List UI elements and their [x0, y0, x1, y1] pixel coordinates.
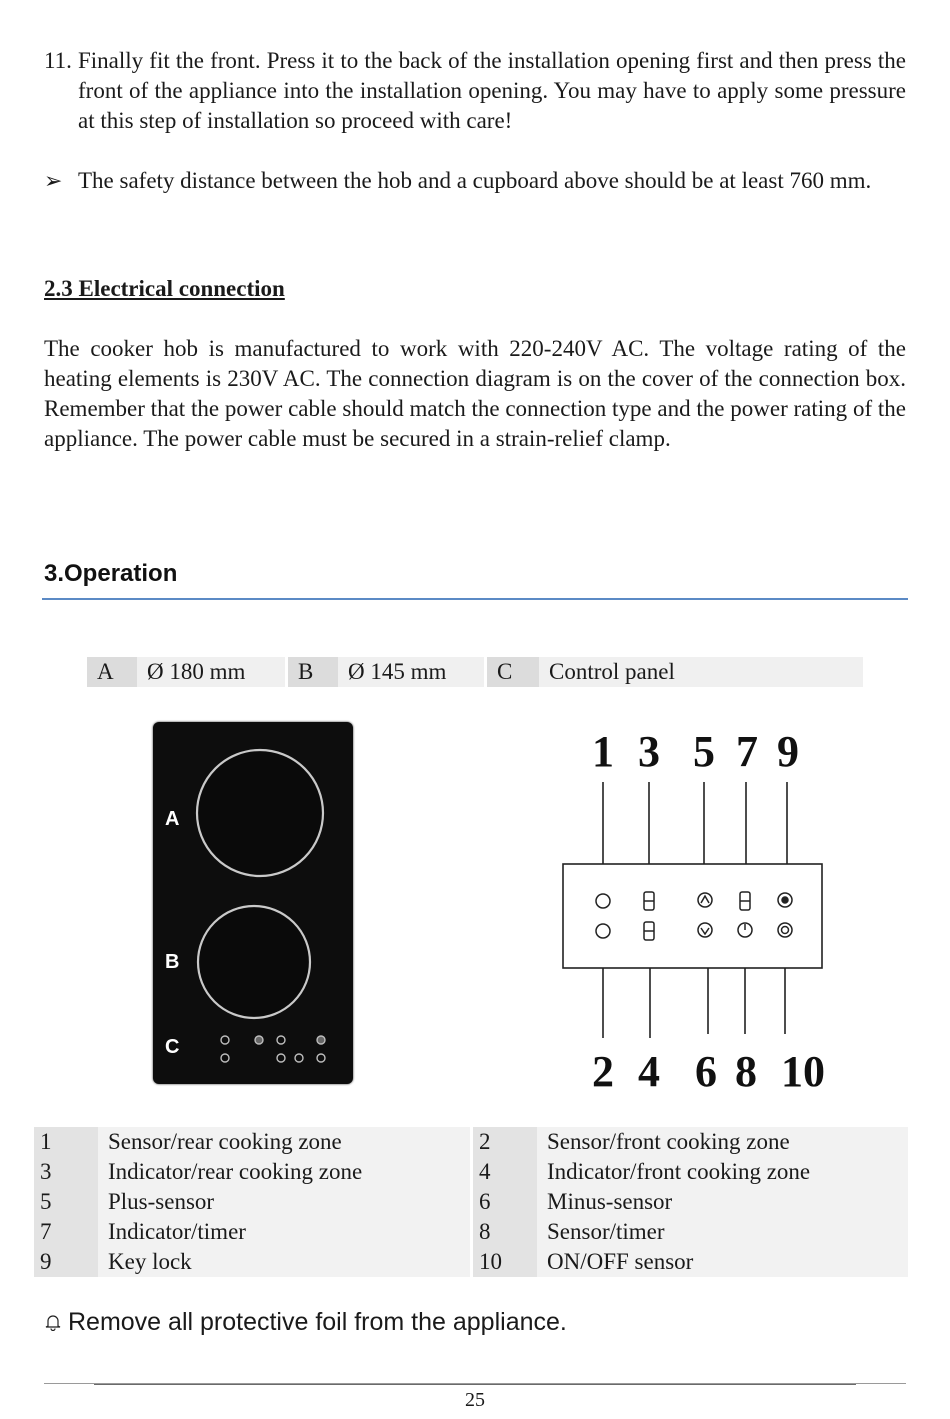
step-11	[44, 46, 906, 136]
legend-row	[34, 1157, 908, 1187]
hob-control-dot	[295, 1054, 303, 1062]
legend-text: ON/OFF sensor	[537, 1247, 908, 1277]
control-panel-box	[563, 864, 822, 968]
control-panel-diagram	[555, 720, 855, 1100]
legend-text: Sensor/timer	[537, 1217, 908, 1247]
legend-text: Sensor/rear cooking zone	[98, 1127, 470, 1157]
legend-row	[34, 1247, 908, 1277]
footer-rule-inner	[94, 1384, 856, 1385]
safety-bullet	[44, 166, 906, 196]
callout-1: 1	[592, 727, 614, 776]
legend-number: 7	[34, 1217, 98, 1247]
hob-control-dot	[255, 1036, 263, 1044]
callout-7: 7	[736, 727, 758, 776]
legend-row	[34, 1127, 908, 1157]
callout-3: 3	[638, 727, 660, 776]
zone-value-a: Ø 180 mm	[137, 657, 285, 687]
callout-5: 5	[693, 727, 715, 776]
hob-label-c: C	[165, 1036, 180, 1058]
legend-row	[34, 1187, 908, 1217]
rear-cooking-zone	[197, 750, 323, 876]
rear-zone-sensor-icon	[596, 894, 610, 908]
legend-text: Sensor/front cooking zone	[537, 1127, 908, 1157]
heading-rule	[42, 598, 908, 600]
arrow-bullet-icon: ➢	[44, 168, 63, 193]
legend-text: Key lock	[98, 1247, 470, 1277]
callout-6: 6	[695, 1047, 717, 1096]
callout-4: 4	[638, 1047, 660, 1096]
zone-value-c: Control panel	[539, 657, 863, 687]
section-heading-operation: 3.Operation	[44, 560, 178, 587]
hob-drawing	[153, 722, 353, 1084]
hob-illustration	[153, 722, 353, 1084]
legend-text: Indicator/rear cooking zone	[98, 1157, 470, 1187]
legend-table	[34, 1127, 908, 1277]
callout-9: 9	[777, 727, 799, 776]
legend-text: Plus-sensor	[98, 1187, 470, 1217]
hob-control-dot	[317, 1054, 325, 1062]
safety-text: The safety distance between the hob and a cupboard above should be at least 760 mm.	[78, 168, 872, 193]
hob-label-a: A	[165, 808, 180, 830]
legend-number: 4	[473, 1157, 537, 1187]
zone-key-b: B	[288, 657, 338, 687]
legend-text: Minus-sensor	[537, 1187, 908, 1217]
front-cooking-zone	[198, 906, 310, 1018]
legend-number: 6	[473, 1187, 537, 1217]
zone-legend	[87, 657, 863, 687]
legend-text: Indicator/timer	[98, 1217, 470, 1247]
legend-number: 8	[473, 1217, 537, 1247]
bell-icon	[44, 1305, 68, 1339]
callout-8: 8	[735, 1047, 757, 1096]
legend-number: 3	[34, 1157, 98, 1187]
electrical-paragraph: The cooker hob is manufactured to work with 220-240V AC. The voltage rating of the heating elements is 230V AC. The connection diagram is on the cover of the connection box. Remember that the power cable should match the connection type and the power rating of the appliance. The power cable must be secured in a strain-relief clamp.	[44, 336, 906, 451]
callout-2: 2	[592, 1047, 614, 1096]
legend-number: 5	[34, 1187, 98, 1217]
foil-note	[44, 1305, 567, 1339]
page-number: 25	[465, 1389, 485, 1411]
note-text: Remove all protective foil from the appliance.	[68, 1308, 567, 1336]
hob-control-dot	[221, 1036, 229, 1044]
legend-number: 10	[473, 1247, 537, 1277]
hob-control-buttons	[221, 1036, 325, 1062]
step-text: Finally fit the front. Press it to the back of the installation opening first and then press the front of the appliance into the installation opening. You may have to apply some pressure at this step of installation so proceed with care!	[78, 48, 906, 133]
section-heading-electrical: 2.3 Electrical connection	[44, 276, 285, 301]
legend-number: 9	[34, 1247, 98, 1277]
front-zone-sensor-icon	[596, 924, 610, 938]
legend-text: Indicator/front cooking zone	[537, 1157, 908, 1187]
step-number: 11.	[44, 48, 72, 73]
legend-number: 2	[473, 1127, 537, 1157]
zone-key-c: C	[487, 657, 539, 687]
hob-control-dot	[317, 1036, 325, 1044]
hob-control-dot	[277, 1054, 285, 1062]
power-sensor-icon	[778, 923, 792, 937]
hob-label-b: B	[165, 951, 180, 973]
legend-number: 1	[34, 1127, 98, 1157]
zone-key-a: A	[87, 657, 137, 687]
callout-10: 10	[781, 1047, 825, 1096]
control-panel-drawing	[555, 720, 855, 1100]
zone-value-b: Ø 145 mm	[338, 657, 484, 687]
hob-control-dot	[277, 1036, 285, 1044]
legend-row	[34, 1217, 908, 1247]
hob-control-dot	[221, 1054, 229, 1062]
